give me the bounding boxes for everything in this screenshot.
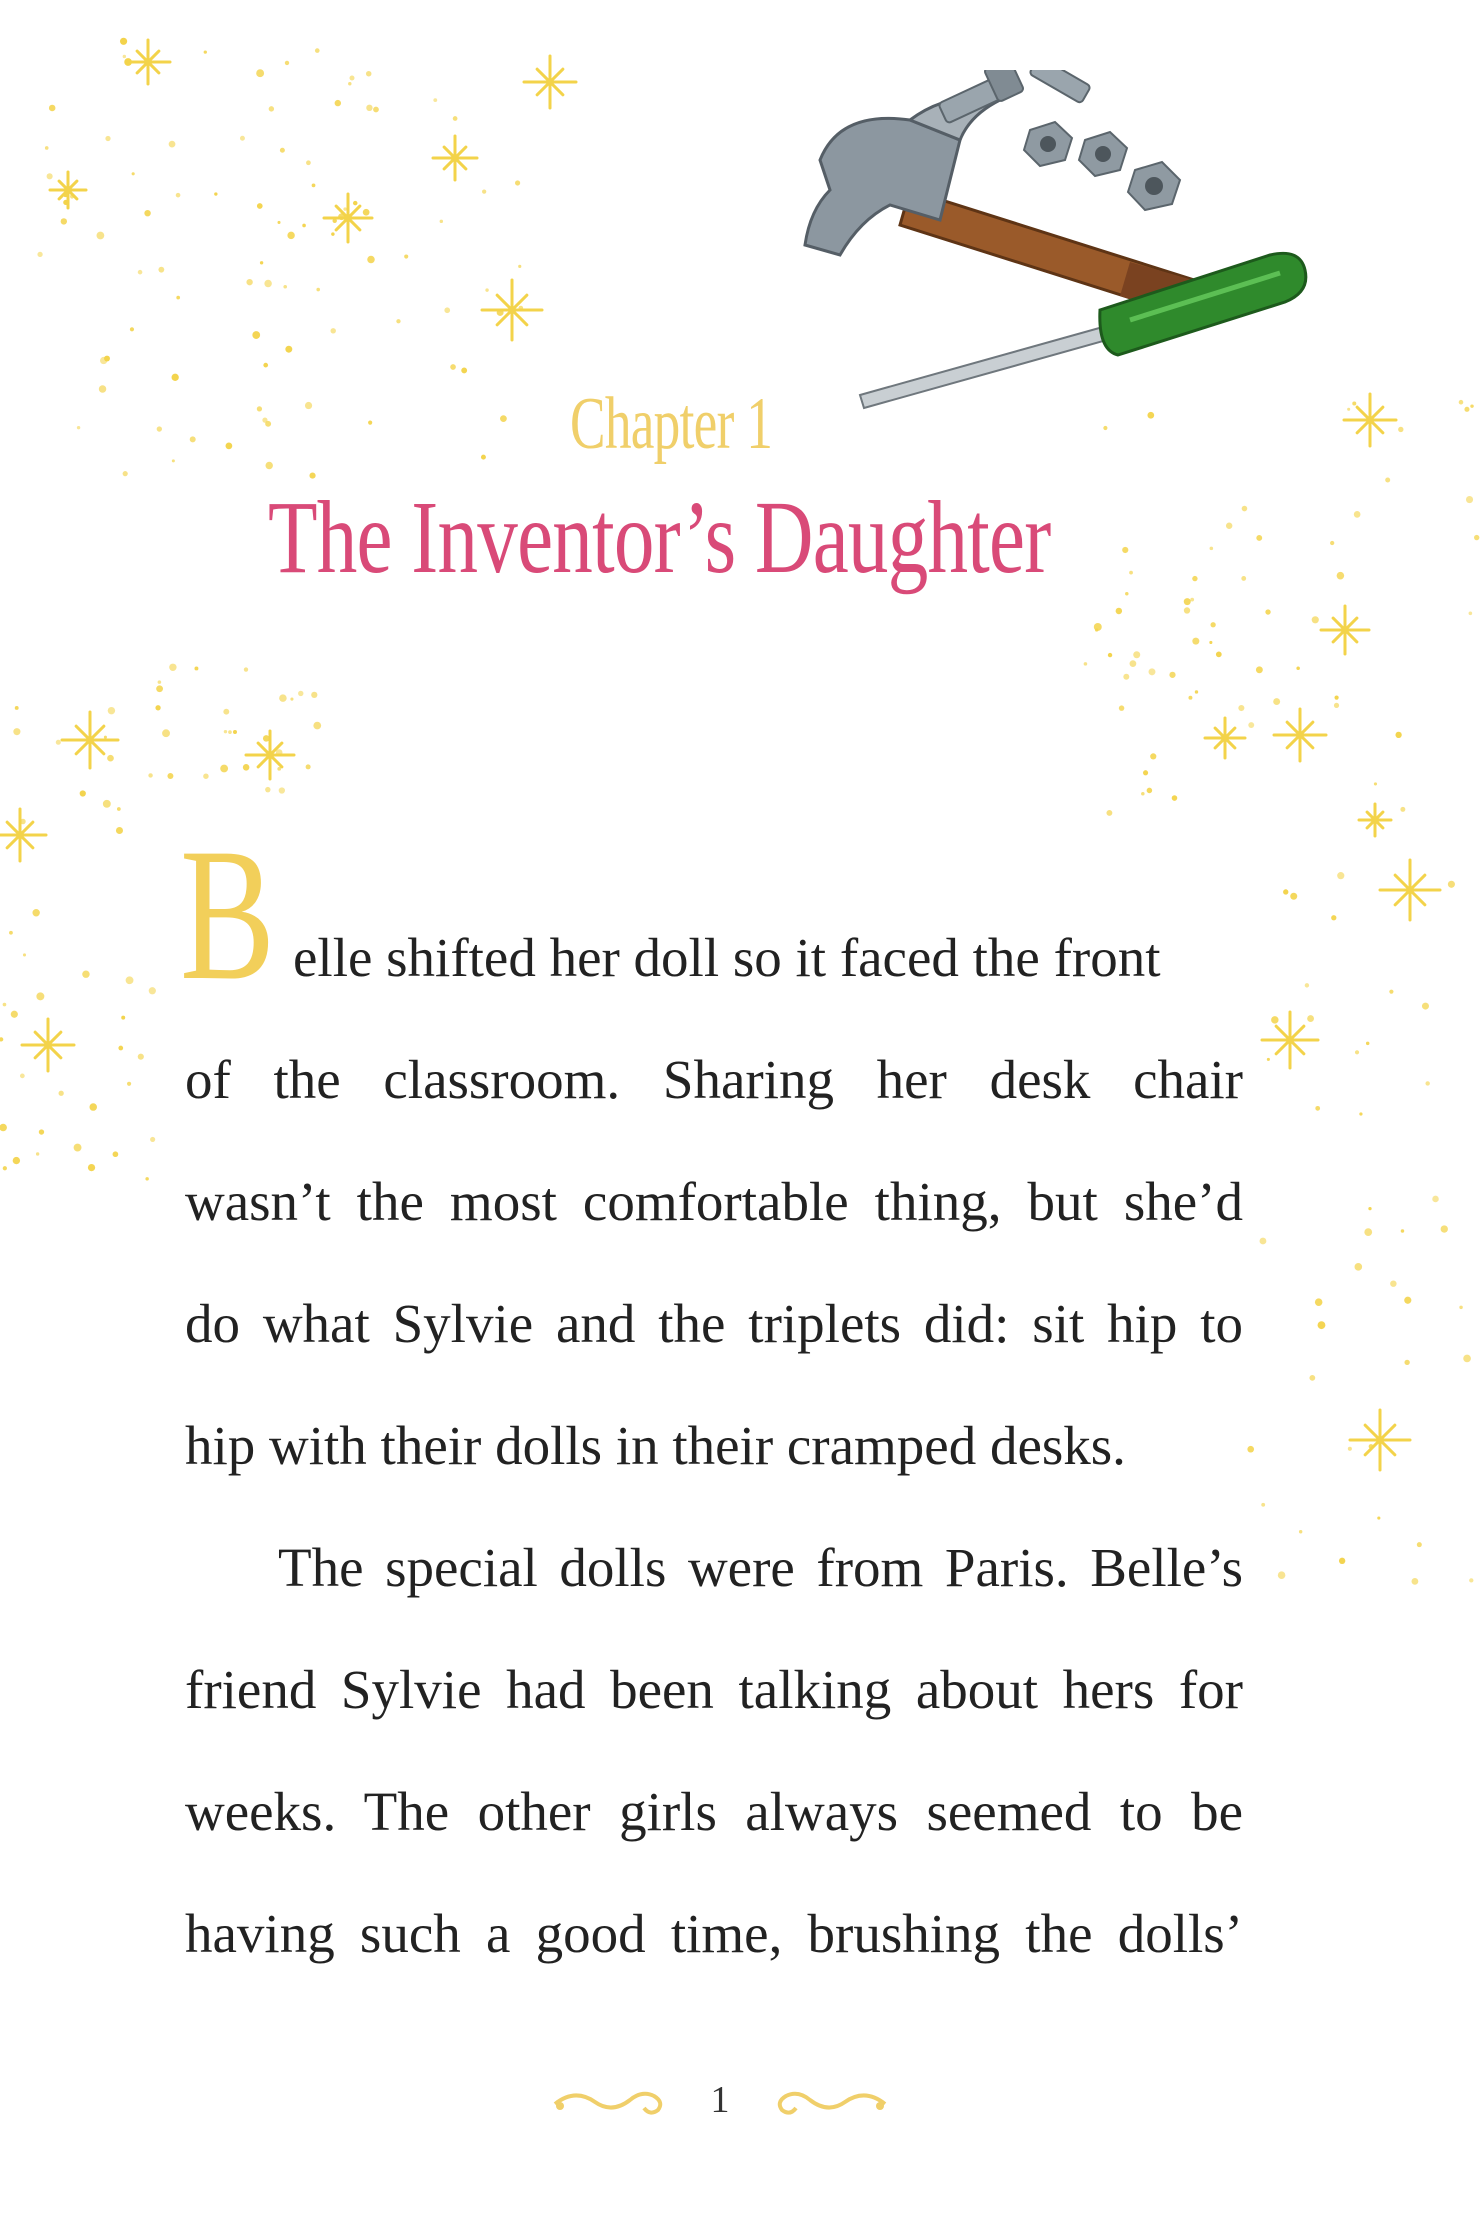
sparkle-star-icon <box>482 280 542 340</box>
sparkle-dot <box>113 1151 119 1157</box>
sparkle-dot <box>311 692 317 698</box>
sparkle-dot <box>263 363 268 368</box>
sparkle-star-icon <box>126 40 170 84</box>
body-line: The special dolls were from Paris. Belle’s <box>278 1537 1243 1598</box>
sparkle-dot <box>1348 1447 1352 1451</box>
sparkle-dot <box>1195 690 1198 693</box>
sparkle-dot <box>1094 623 1102 631</box>
sparkle-dot <box>1256 666 1263 673</box>
sparkle-dot <box>80 790 86 796</box>
sparkle-dot <box>1256 535 1262 541</box>
body-line: hip with their dolls in their cramped desks. <box>185 1415 1126 1476</box>
sparkle-star-icon <box>62 712 118 768</box>
sparkle-dot <box>138 270 143 275</box>
sparkle-dot <box>1339 1558 1345 1564</box>
sparkle-star-icon <box>0 809 46 861</box>
chapter-title: The Inventor’s Daughter <box>268 480 1051 595</box>
sparkle-star-icon <box>246 731 294 779</box>
sparkle-dot <box>203 773 209 779</box>
sparkle-dot <box>1130 660 1137 667</box>
sparkle-dot <box>1299 1530 1302 1533</box>
sparkle-dot <box>1334 703 1339 708</box>
sparkle-dot <box>1188 696 1192 700</box>
sparkle-dot <box>1210 622 1215 627</box>
sparkle-dot <box>89 1103 97 1111</box>
sparkle-dot <box>1116 608 1122 614</box>
sparkle-dot <box>103 800 111 808</box>
sparkle-dot <box>1337 872 1344 879</box>
sparkle-dot <box>105 136 110 141</box>
sparkle-dot <box>169 664 176 671</box>
sparkle-dot <box>1401 1229 1404 1232</box>
sparkle-dot <box>96 232 104 240</box>
sparkle-dot <box>121 1016 125 1020</box>
body-line: of the classroom. Sharing her desk chair <box>185 1049 1243 1110</box>
sparkle-dot <box>298 691 303 696</box>
sparkle-dot <box>20 1074 25 1079</box>
sparkle-dot <box>190 436 196 442</box>
sparkle-dot <box>123 55 126 58</box>
sparkle-dot <box>1192 576 1197 581</box>
sparkle-dot <box>1267 1058 1270 1061</box>
sparkle-dot <box>194 666 198 670</box>
sparkle-dot <box>158 267 164 273</box>
sparkle-dot <box>1307 1015 1314 1022</box>
sparkle-dot <box>74 1144 82 1152</box>
sparkle-dot <box>453 116 458 121</box>
sparkle-dot <box>1119 705 1124 710</box>
chapter-label: Chapter 1 <box>570 383 773 465</box>
sparkle-dot <box>1398 427 1403 432</box>
sparkle-dot <box>1459 400 1464 405</box>
sparkle-dot <box>262 418 267 423</box>
sparkle-dot <box>1377 1516 1380 1519</box>
sparkle-dot <box>20 819 26 825</box>
sparkle-dot <box>1404 1360 1409 1365</box>
sparkle-dot <box>1474 535 1479 540</box>
sparkle-dot <box>256 69 264 77</box>
sparkle-dot <box>1095 628 1098 631</box>
sparkle-dot <box>150 1137 155 1142</box>
sparkle-dot <box>47 173 53 179</box>
sparkle-dot <box>1190 598 1194 602</box>
sparkle-dot <box>1133 651 1140 658</box>
sparkle-dot <box>1369 1444 1374 1449</box>
sparkle-dot <box>440 220 443 223</box>
sparkle-dot <box>176 193 181 198</box>
sparkle-dot <box>1271 1016 1278 1023</box>
sparkle-dot <box>1192 638 1199 645</box>
sparkle-dot <box>0 1037 3 1041</box>
sparkle-dot <box>485 288 488 291</box>
sparkle-dot <box>1273 698 1280 705</box>
sparkle-dot <box>37 252 42 257</box>
sparkle-dot <box>1247 1446 1254 1453</box>
sparkle-dot <box>240 136 245 141</box>
sparkle-dot <box>1469 611 1473 615</box>
sparkle-dot <box>287 232 294 239</box>
sparkle-dot <box>1241 576 1246 581</box>
sparkle-dot <box>1260 1238 1267 1245</box>
sparkle-star-icon <box>1321 606 1369 654</box>
sparkle-dot <box>515 180 520 185</box>
sparkle-dot <box>9 931 13 935</box>
sparkle-dot <box>276 749 283 756</box>
sparkle-dot <box>117 807 121 811</box>
sparkle-dot <box>1129 571 1133 575</box>
body-line: friend Sylvie had been talking about hers for <box>185 1659 1243 1720</box>
sparkle-dot <box>500 415 507 422</box>
sparkle-star-icon <box>1344 394 1396 446</box>
sparkle-dot <box>88 1164 95 1171</box>
sparkle-dot <box>283 285 287 289</box>
sparkle-dot <box>368 421 372 425</box>
sparkle-dot <box>290 698 293 701</box>
sparkle-dot <box>1404 1297 1411 1304</box>
sparkle-dot <box>11 1011 18 1018</box>
sparkle-dot <box>313 722 321 730</box>
sparkle-dot <box>220 765 228 773</box>
sparkle-dot <box>332 219 336 223</box>
sparkle-dot <box>63 200 68 205</box>
sparkle-dot <box>1265 609 1270 614</box>
sparkle-dot <box>70 194 74 198</box>
sparkle-dot <box>3 1003 7 1007</box>
sparkle-dot <box>77 426 80 429</box>
sparkle-dot <box>366 71 371 76</box>
sparkle-dot <box>1238 705 1244 711</box>
sparkle-dot <box>1209 641 1212 644</box>
sparkle-dot <box>1470 404 1473 407</box>
sparkle-dot <box>1395 732 1401 738</box>
sparkle-dot <box>1106 810 1112 816</box>
sparkle-dot <box>277 221 280 224</box>
sparkle-star-icon <box>433 136 477 180</box>
sparkle-star-icon <box>1262 1012 1318 1068</box>
sparkle-dot <box>233 730 237 734</box>
sparkle-dot <box>1226 523 1232 529</box>
body-line: elle shifted her doll so it faced the front <box>293 927 1161 988</box>
sparkle-dot <box>302 224 306 228</box>
sparkle-dot <box>1216 651 1222 657</box>
sparkle-dot <box>1459 1306 1462 1309</box>
sparkle-dot <box>127 1082 131 1086</box>
sparkle-dot <box>167 773 173 779</box>
sparkle-dot <box>330 328 335 333</box>
sparkle-dot <box>1290 893 1297 900</box>
sparkle-dot <box>1330 541 1334 545</box>
sparkle-dot <box>99 385 106 392</box>
sparkle-dot <box>363 209 370 216</box>
sparkle-dot <box>285 61 289 65</box>
sparkle-dot <box>264 280 272 288</box>
sparkle-dot <box>1366 1042 1369 1045</box>
body-line: weeks. The other girls always seemed to be <box>185 1781 1243 1842</box>
sparkle-dot <box>444 307 450 313</box>
sparkle-dot <box>1355 1050 1359 1054</box>
sparkle-dot <box>306 160 311 165</box>
sparkle-dot <box>277 767 281 771</box>
sparkle-dot <box>1305 983 1309 987</box>
sparkle-dot <box>367 256 375 264</box>
sparkle-dot <box>39 1129 44 1134</box>
sparkle-star-icon <box>22 1019 74 1071</box>
sparkle-dot <box>1122 547 1128 553</box>
sparkle-dot <box>1283 889 1288 894</box>
sparkle-dot <box>1261 1503 1265 1507</box>
tools-illustration <box>800 70 1320 440</box>
sparkle-dot <box>116 827 123 834</box>
sparkle-dot <box>144 210 150 216</box>
sparkle-dot <box>1184 607 1190 613</box>
sparkle-dot <box>56 740 61 745</box>
sparkle-dot <box>59 1091 64 1096</box>
sparkle-dot <box>1309 1375 1315 1381</box>
sparkle-dot <box>138 1054 144 1060</box>
sparkle-dot <box>123 471 128 476</box>
sparkle-dot <box>1315 1106 1320 1111</box>
sparkle-dot <box>265 462 272 469</box>
sparkle-dot <box>1296 666 1300 670</box>
sparkle-dot <box>104 356 110 362</box>
sparkle-dot <box>1278 1571 1286 1579</box>
sparkle-dot <box>246 279 252 285</box>
sparkle-dot <box>23 953 26 956</box>
sparkle-dot <box>1312 616 1319 623</box>
sparkle-dot <box>343 207 346 210</box>
sparkle-dot <box>279 787 285 793</box>
sparkle-star-icon <box>1274 709 1326 761</box>
sparkle-dot <box>331 232 334 235</box>
sparkle-dot <box>1150 753 1156 759</box>
sparkle-dot <box>100 357 107 364</box>
sparkle-dot <box>1417 1542 1422 1547</box>
body-line: wasn’t the most comfortable thing, but she’d <box>185 1171 1243 1232</box>
sparkle-dot <box>1334 696 1338 700</box>
sparkle-star-icon <box>324 194 372 242</box>
page-footer <box>550 2070 890 2130</box>
sparkle-dot <box>108 707 115 714</box>
page-number: 1 <box>710 2079 730 2121</box>
sparkle-dot <box>1389 990 1393 994</box>
drop-cap: B <box>180 810 276 1020</box>
sparkle-dot <box>1084 662 1088 666</box>
sparkle-dot <box>366 105 372 111</box>
sparkle-dot <box>1466 496 1473 503</box>
sparkle-dot <box>45 146 49 150</box>
sparkle-dot <box>265 787 270 792</box>
sparkle-dot <box>118 1046 123 1051</box>
sparkle-dot <box>279 694 287 702</box>
body-line: having such a good time, brushing the dolls’ <box>185 1903 1243 1964</box>
sparkle-dot <box>61 218 67 224</box>
sparkle-dot <box>257 406 262 411</box>
sparkle-dot <box>1143 770 1148 775</box>
sparkle-dot <box>312 183 316 187</box>
sparkle-dot <box>172 459 175 462</box>
sparkle-dot <box>349 75 354 80</box>
sparkle-dot <box>263 735 269 741</box>
sparkle-star-icon <box>1380 860 1440 920</box>
sparkle-dot <box>269 106 274 111</box>
sparkle-dot <box>1352 401 1356 405</box>
sparkle-dot <box>162 729 170 737</box>
sparkle-dot <box>1331 915 1336 920</box>
sparkle-dot <box>335 100 341 106</box>
sparkle-dot <box>257 203 263 209</box>
sparkle-dot <box>1355 1263 1363 1271</box>
sparkle-dot <box>1210 547 1214 551</box>
sparkle-dot <box>306 764 311 769</box>
sparkle-dot <box>1385 478 1390 483</box>
sparkle-dot <box>124 58 132 66</box>
sparkle-dot <box>1347 408 1350 411</box>
sparkle-dot <box>104 736 107 739</box>
sparkle-dot <box>243 764 250 771</box>
sparkle-dot <box>15 706 19 710</box>
sparkle-star-icon <box>524 56 576 108</box>
sparkle-dot <box>1359 1112 1362 1115</box>
sparkle-dot <box>461 368 467 374</box>
sparkle-dot <box>145 1177 148 1180</box>
sparkle-dot <box>1464 407 1469 412</box>
sparkle-dot <box>1184 598 1191 605</box>
sparkle-dot <box>1141 792 1145 796</box>
sparkle-dot <box>353 201 357 205</box>
sparkle-dot <box>1469 1578 1473 1582</box>
sparkle-dot <box>316 288 320 292</box>
sparkle-dot <box>1248 722 1254 728</box>
sparkle-dot <box>481 455 486 460</box>
sparkle-star-icon <box>1359 804 1391 836</box>
sparkle-dot <box>126 976 134 984</box>
sparkle-dot <box>32 909 39 916</box>
sparkle-dot <box>1425 1081 1429 1085</box>
sparkle-dot <box>1315 1298 1323 1306</box>
sparkle-star-icon <box>50 172 86 208</box>
sparkle-dot <box>223 709 229 715</box>
sparkle-dot <box>169 141 176 148</box>
sparkle-dot <box>1147 788 1153 794</box>
sparkle-dot <box>36 992 44 1000</box>
sparkle-dot <box>252 331 260 339</box>
sparkle-dot <box>373 107 379 113</box>
sparkle-dot <box>433 98 437 102</box>
sparkle-dot <box>13 728 20 735</box>
sparkle-dot <box>1432 1196 1439 1203</box>
sparkle-dot <box>36 1152 39 1155</box>
sparkle-dot <box>204 50 207 53</box>
sparkle-dot <box>63 192 68 197</box>
sparkle-dot <box>1337 572 1345 580</box>
sparkle-dot <box>130 327 134 331</box>
sparkle-dot <box>497 309 504 316</box>
sparkle-dot <box>1448 881 1455 888</box>
sparkle-dot <box>1108 653 1112 657</box>
sparkle-star-icon <box>1205 718 1245 758</box>
sparkle-dot <box>1422 1003 1429 1010</box>
sparkle-dot <box>1390 1280 1396 1286</box>
sparkle-dot <box>120 38 127 45</box>
sparkle-dot <box>156 685 163 692</box>
sparkle-dot <box>1441 1225 1448 1232</box>
sparkle-dot <box>1463 1355 1471 1363</box>
sparkle-dot <box>155 705 160 710</box>
sparkle-dot <box>260 261 263 264</box>
sparkle-dot <box>107 755 114 762</box>
sparkle-dot <box>1169 672 1175 678</box>
sparkle-dot <box>1149 668 1156 675</box>
sparkle-dot <box>518 306 523 311</box>
right-flourish-icon <box>770 2084 890 2118</box>
sparkle-dot <box>338 213 345 220</box>
sparkle-dot <box>1125 592 1128 595</box>
sparkle-dot <box>1172 795 1178 801</box>
sparkle-dot <box>518 265 521 268</box>
sparkle-dot <box>132 172 135 175</box>
sparkle-dot <box>3 1166 7 1170</box>
sparkle-dot <box>265 421 271 427</box>
sparkle-dot <box>348 82 351 85</box>
sparkle-dot <box>0 1124 7 1132</box>
sparkle-dot <box>172 374 179 381</box>
sparkle-dot <box>244 667 248 671</box>
sparkle-dot <box>158 680 162 684</box>
sparkle-dot <box>482 189 486 193</box>
sparkle-dot <box>1374 782 1377 785</box>
sparkle-dot <box>228 730 232 734</box>
sparkle-dot <box>214 192 217 195</box>
sparkle-dot <box>315 48 320 53</box>
sparkle-dot <box>82 970 89 977</box>
bolts-nuts-icon <box>938 70 1180 210</box>
sparkle-dot <box>305 402 312 409</box>
sparkle-dot <box>1242 506 1248 512</box>
sparkle-dot <box>1368 1207 1371 1210</box>
sparkle-dot <box>49 105 56 112</box>
sparkle-dot <box>226 442 233 449</box>
sparkle-dot <box>1354 511 1361 518</box>
sparkle-dot <box>280 148 285 153</box>
sparkle-dot <box>1364 1228 1372 1236</box>
sparkle-dot <box>285 346 292 353</box>
sparkle-star-icon <box>1350 1410 1410 1470</box>
sparkle-dot <box>176 296 180 300</box>
sparkle-dot <box>148 773 152 777</box>
sparkle-dot <box>157 426 162 431</box>
sparkle-dot <box>1318 1321 1326 1329</box>
sparkle-dot <box>450 364 456 370</box>
sparkle-dot <box>224 730 227 733</box>
sparkle-dot <box>149 987 156 994</box>
sparkle-dot <box>1123 674 1129 680</box>
body-line: do what Sylvie and the triplets did: sit hip to <box>185 1293 1243 1354</box>
sparkle-dot <box>1412 1578 1419 1585</box>
sparkle-dot <box>1400 807 1405 812</box>
sparkle-dot <box>13 1157 20 1164</box>
sparkle-dot <box>404 254 408 258</box>
sparkle-dot <box>396 319 400 323</box>
